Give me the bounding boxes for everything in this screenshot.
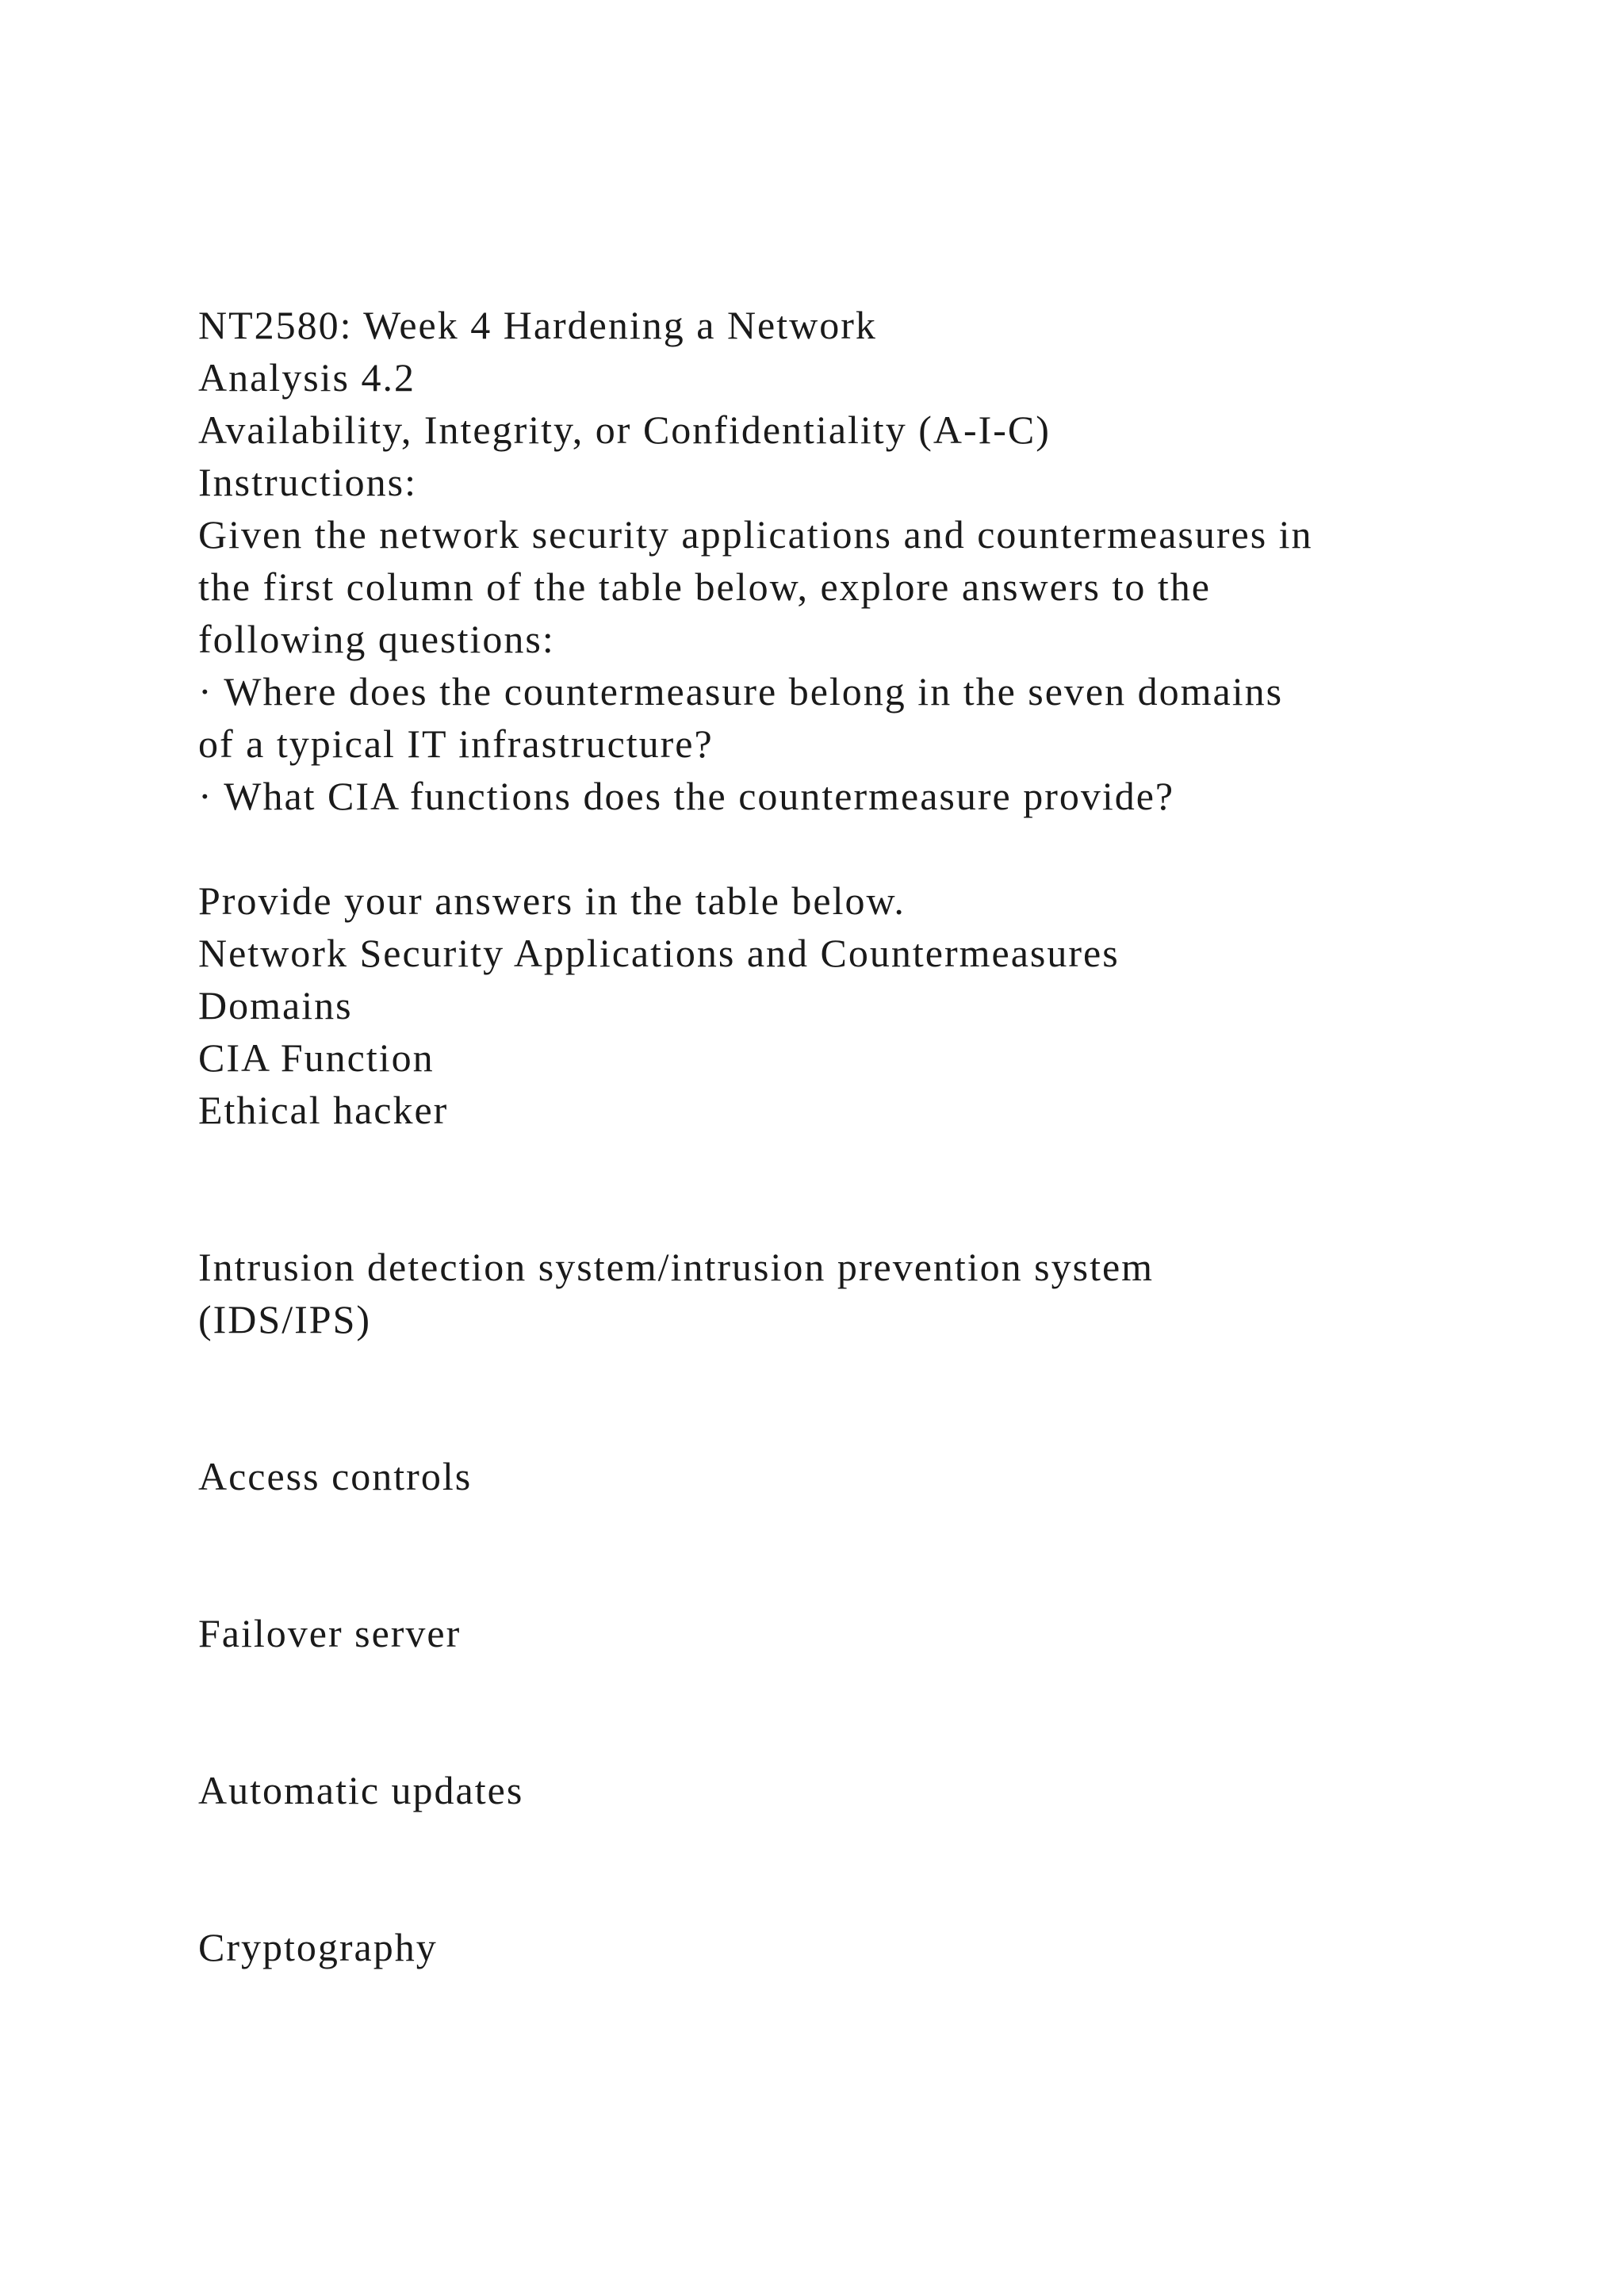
table-row-spacer [198, 1659, 1483, 1764]
paragraph-spacer [198, 822, 1483, 874]
table-header-countermeasures: Network Security Applications and Countermeasures [198, 931, 1120, 975]
document-title: NT2580: Week 4 Hardening a Network [198, 303, 877, 347]
document-heading: Availability, Integrity, or Confidentiality (A-I-C) [198, 408, 1051, 452]
table-row-spacer [198, 1136, 1483, 1241]
table-row-access-controls: Access controls [198, 1454, 473, 1498]
table-row-spacer [198, 1345, 1483, 1450]
document-body [198, 299, 1483, 1973]
intro-line: the first column of the table below, explore answers to the [198, 564, 1211, 609]
instructions-label: Instructions: [198, 460, 417, 504]
question-item: · What CIA functions does the countermeasure provide? [198, 774, 1175, 818]
table-row-cryptography: Cryptography [198, 1925, 438, 1969]
table-row-failover-server: Failover server [198, 1611, 462, 1655]
intro-line: following questions: [198, 617, 555, 661]
table-row-ids-ips: Intrusion detection system/intrusion prevention system [198, 1245, 1155, 1289]
answer-prompt: Provide your answers in the table below. [198, 878, 906, 923]
document-subtitle: Analysis 4.2 [198, 355, 416, 400]
question-item-continuation: of a typical IT infrastructure? [198, 721, 714, 766]
question-item: · Where does the countermeasure belong in the seven domains [198, 669, 1284, 714]
table-row-spacer [198, 1502, 1483, 1607]
table-row-spacer [198, 1816, 1483, 1921]
table-header-cia-function: CIA Function [198, 1035, 435, 1080]
table-header-domains: Domains [198, 983, 353, 1027]
table-row-ids-ips-continuation: (IDS/IPS) [198, 1297, 372, 1341]
table-row-automatic-updates: Automatic updates [198, 1768, 524, 1812]
table-row-ethical-hacker: Ethical hacker [198, 1088, 449, 1132]
intro-line: Given the network security applications and countermeasures in [198, 512, 1313, 557]
